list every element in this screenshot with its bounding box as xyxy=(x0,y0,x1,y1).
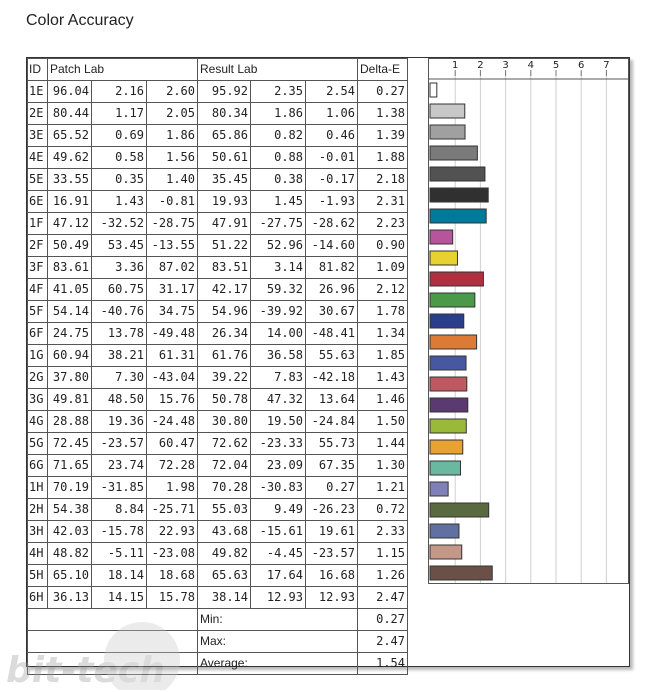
result-lab-value: 2.35 xyxy=(251,81,306,103)
result-lab-value: -24.84 xyxy=(306,411,358,433)
delta-e-value: 1.09 xyxy=(358,257,408,279)
table-row xyxy=(28,279,408,301)
patch-id: 5G xyxy=(28,433,48,455)
delta-e-value: 0.90 xyxy=(358,235,408,257)
patch-lab-value: 60.75 xyxy=(92,279,147,301)
result-lab-value: 1.86 xyxy=(251,103,306,125)
result-lab-value: -26.23 xyxy=(306,499,358,521)
patch-id: 3F xyxy=(28,257,48,279)
table-row xyxy=(28,587,408,609)
table-row xyxy=(28,543,408,565)
chart-bar xyxy=(430,167,485,181)
patch-id: 4E xyxy=(28,147,48,169)
result-lab-value: 59.32 xyxy=(251,279,306,301)
delta-e-value: 1.85 xyxy=(358,345,408,367)
result-lab-value: 54.96 xyxy=(198,301,251,323)
watermark-logo-text: bit-tech xyxy=(6,650,165,690)
chart-tick-label: 1 xyxy=(452,60,459,71)
table-row xyxy=(28,169,408,191)
patch-id: 6E xyxy=(28,191,48,213)
result-lab-value: 7.83 xyxy=(251,367,306,389)
result-lab-value: 55.73 xyxy=(306,433,358,455)
summary-value: 1.54 xyxy=(358,653,408,675)
patch-lab-value: -43.04 xyxy=(147,367,198,389)
result-lab-value: 0.46 xyxy=(306,125,358,147)
patch-lab-value: 1.43 xyxy=(92,191,147,213)
result-lab-value: 38.14 xyxy=(198,587,251,609)
delta-e-value: 1.38 xyxy=(358,103,408,125)
chart-bar xyxy=(430,398,468,412)
patch-id: 2F xyxy=(28,235,48,257)
patch-lab-value: 41.05 xyxy=(48,279,92,301)
table-row xyxy=(28,433,408,455)
result-lab-value: 13.64 xyxy=(306,389,358,411)
patch-lab-value: 3.36 xyxy=(92,257,147,279)
patch-lab-value: 19.36 xyxy=(92,411,147,433)
result-lab-value: -4.45 xyxy=(251,543,306,565)
table-row xyxy=(28,455,408,477)
table-row xyxy=(28,147,408,169)
patch-lab-value: -49.48 xyxy=(147,323,198,345)
patch-id: 6G xyxy=(28,455,48,477)
table-row xyxy=(28,301,408,323)
result-lab-value: -0.17 xyxy=(306,169,358,191)
table-row xyxy=(28,521,408,543)
page-title: Color Accuracy xyxy=(26,12,134,29)
result-lab-value: 95.92 xyxy=(198,81,251,103)
chart-tick-label: 2 xyxy=(477,60,484,71)
patch-lab-value: 2.05 xyxy=(147,103,198,125)
result-lab-value: 43.68 xyxy=(198,521,251,543)
result-lab-value: 50.78 xyxy=(198,389,251,411)
chart-bar xyxy=(430,419,466,433)
result-lab-value: -23.57 xyxy=(306,543,358,565)
patch-lab-value: 15.78 xyxy=(147,587,198,609)
patch-lab-value: 18.14 xyxy=(92,565,147,587)
chart-bar xyxy=(430,188,488,202)
chart-bar xyxy=(430,314,464,328)
result-lab-value: -48.41 xyxy=(306,323,358,345)
result-lab-value: 67.35 xyxy=(306,455,358,477)
chart-bar xyxy=(430,377,467,391)
result-lab-value: 19.93 xyxy=(198,191,251,213)
result-lab-value: 0.88 xyxy=(251,147,306,169)
patch-id: 4G xyxy=(28,411,48,433)
delta-e-value: 2.33 xyxy=(358,521,408,543)
result-lab-value: 55.03 xyxy=(198,499,251,521)
chart-bar xyxy=(430,83,437,97)
chart-bar xyxy=(430,293,475,307)
patch-lab-value: -25.71 xyxy=(147,499,198,521)
chart-bar xyxy=(430,356,466,370)
patch-lab-value: 0.58 xyxy=(92,147,147,169)
patch-lab-value: 7.30 xyxy=(92,367,147,389)
patch-lab-value: 47.12 xyxy=(48,213,92,235)
result-lab-value: 30.67 xyxy=(306,301,358,323)
result-lab-value: 19.50 xyxy=(251,411,306,433)
result-lab-value: 1.45 xyxy=(251,191,306,213)
delta-e-value: 0.27 xyxy=(358,81,408,103)
patch-id: 3H xyxy=(28,521,48,543)
result-lab-value: 70.28 xyxy=(198,477,251,499)
patch-lab-value: 1.86 xyxy=(147,125,198,147)
patch-lab-value: -13.55 xyxy=(147,235,198,257)
patch-lab-value: 50.49 xyxy=(48,235,92,257)
result-lab-value: 36.58 xyxy=(251,345,306,367)
result-lab-value: 51.22 xyxy=(198,235,251,257)
patch-lab-value: 72.45 xyxy=(48,433,92,455)
result-lab-value: 65.86 xyxy=(198,125,251,147)
result-lab-value: -1.93 xyxy=(306,191,358,213)
table-row xyxy=(28,477,408,499)
chart-bar xyxy=(430,566,492,580)
patch-lab-value: 54.14 xyxy=(48,301,92,323)
result-lab-value: 14.00 xyxy=(251,323,306,345)
table-row xyxy=(28,323,408,345)
chart-bar xyxy=(430,125,465,139)
delta-e-value: 2.31 xyxy=(358,191,408,213)
delta-e-value: 2.47 xyxy=(358,587,408,609)
patch-lab-value: 96.04 xyxy=(48,81,92,103)
result-lab-value: 12.93 xyxy=(251,587,306,609)
table-row xyxy=(28,565,408,587)
patch-lab-value: 22.93 xyxy=(147,521,198,543)
result-lab-value: -28.62 xyxy=(306,213,358,235)
table-row xyxy=(28,389,408,411)
patch-lab-value: -23.57 xyxy=(92,433,147,455)
result-lab-value: 2.54 xyxy=(306,81,358,103)
chart-bar xyxy=(430,335,477,349)
result-lab-value: 47.91 xyxy=(198,213,251,235)
patch-lab-value: 28.88 xyxy=(48,411,92,433)
result-lab-value: 30.80 xyxy=(198,411,251,433)
patch-lab-value: 33.55 xyxy=(48,169,92,191)
delta-e-value: 1.30 xyxy=(358,455,408,477)
summary-label: Max: xyxy=(198,631,358,653)
patch-lab-value: 15.76 xyxy=(147,389,198,411)
patch-lab-value: 24.75 xyxy=(48,323,92,345)
chart-bar xyxy=(430,146,477,160)
result-lab-value: 39.22 xyxy=(198,367,251,389)
result-lab-value: 19.61 xyxy=(306,521,358,543)
patch-lab-value: 38.21 xyxy=(92,345,147,367)
patch-lab-value: 34.75 xyxy=(147,301,198,323)
patch-lab-value: 65.52 xyxy=(48,125,92,147)
chart-bar xyxy=(430,104,465,118)
chart-tick-label: 5 xyxy=(552,60,560,71)
delta-e-value: 1.88 xyxy=(358,147,408,169)
patch-id: 3E xyxy=(28,125,48,147)
patch-lab-value: 18.68 xyxy=(147,565,198,587)
patch-lab-value: 1.17 xyxy=(92,103,147,125)
table-header-row xyxy=(28,59,408,81)
patch-lab-value: 48.50 xyxy=(92,389,147,411)
result-lab-value: 65.63 xyxy=(198,565,251,587)
patch-lab-value: 13.78 xyxy=(92,323,147,345)
patch-id: 2G xyxy=(28,367,48,389)
result-lab-value: 55.63 xyxy=(306,345,358,367)
summary-label: Average: xyxy=(198,653,358,675)
patch-lab-value: -5.11 xyxy=(92,543,147,565)
summary-value: 0.27 xyxy=(358,609,408,631)
patch-lab-value: 14.15 xyxy=(92,587,147,609)
delta-e-value: 1.78 xyxy=(358,301,408,323)
chart-bar xyxy=(430,272,483,286)
patch-lab-value: 71.65 xyxy=(48,455,92,477)
result-lab-value: -14.60 xyxy=(306,235,358,257)
patch-lab-value: -32.52 xyxy=(92,213,147,235)
chart-bar xyxy=(430,251,457,265)
table-row xyxy=(28,81,408,103)
result-lab-value: 0.82 xyxy=(251,125,306,147)
patch-id: 2E xyxy=(28,103,48,125)
patch-lab-value: 0.35 xyxy=(92,169,147,191)
patch-lab-value: -23.08 xyxy=(147,543,198,565)
result-lab-value: 0.27 xyxy=(306,477,358,499)
result-lab-value: 52.96 xyxy=(251,235,306,257)
result-lab-value: 81.82 xyxy=(306,257,358,279)
table-row xyxy=(28,411,408,433)
chart-tick-label: 3 xyxy=(502,60,509,71)
summary-value: 2.47 xyxy=(358,631,408,653)
result-lab-value: 23.09 xyxy=(251,455,306,477)
result-lab-value: -42.18 xyxy=(306,367,358,389)
bit-tech-watermark xyxy=(6,620,216,690)
result-lab-value: 17.64 xyxy=(251,565,306,587)
patch-lab-value: -40.76 xyxy=(92,301,147,323)
patch-lab-value: 16.91 xyxy=(48,191,92,213)
patch-id: 5E xyxy=(28,169,48,191)
patch-lab-value: 36.13 xyxy=(48,587,92,609)
table-row xyxy=(28,125,408,147)
patch-lab-value: 23.74 xyxy=(92,455,147,477)
result-lab-value: -15.61 xyxy=(251,521,306,543)
patch-lab-value: 48.82 xyxy=(48,543,92,565)
patch-lab-value: 37.80 xyxy=(48,367,92,389)
patch-lab-value: 0.69 xyxy=(92,125,147,147)
delta-e-value: 1.21 xyxy=(358,477,408,499)
result-lab-value: 42.17 xyxy=(198,279,251,301)
delta-e-value: 1.50 xyxy=(358,411,408,433)
patch-lab-value: 87.02 xyxy=(147,257,198,279)
result-lab-value: 3.14 xyxy=(251,257,306,279)
delta-e-value: 0.72 xyxy=(358,499,408,521)
patch-lab-value: 72.28 xyxy=(147,455,198,477)
delta-e-value: 2.18 xyxy=(358,169,408,191)
patch-lab-value: 2.16 xyxy=(92,81,147,103)
table-row xyxy=(28,103,408,125)
patch-lab-value: 70.19 xyxy=(48,477,92,499)
delta-e-value: 1.34 xyxy=(358,323,408,345)
result-lab-value: 26.96 xyxy=(306,279,358,301)
patch-lab-value: 80.44 xyxy=(48,103,92,125)
patch-id: 2H xyxy=(28,499,48,521)
patch-lab-value: 8.84 xyxy=(92,499,147,521)
chart-tick-label: 6 xyxy=(578,60,585,71)
result-lab-value: 35.45 xyxy=(198,169,251,191)
chart-bar xyxy=(430,482,448,496)
patch-id: 3G xyxy=(28,389,48,411)
result-lab-value: 72.62 xyxy=(198,433,251,455)
patch-id: 1G xyxy=(28,345,48,367)
patch-lab-value: 1.56 xyxy=(147,147,198,169)
table-row xyxy=(28,499,408,521)
color-accuracy-table xyxy=(27,58,408,675)
result-lab-value: 0.38 xyxy=(251,169,306,191)
patch-id: 5F xyxy=(28,301,48,323)
header-delta-e: Delta-E xyxy=(358,59,408,81)
patch-lab-value: 2.60 xyxy=(147,81,198,103)
chart-bar xyxy=(430,524,459,538)
patch-lab-value: -0.81 xyxy=(147,191,198,213)
patch-lab-value: 83.61 xyxy=(48,257,92,279)
result-lab-value: 72.04 xyxy=(198,455,251,477)
chart-tick-label: 7 xyxy=(603,60,610,71)
header-id: ID xyxy=(28,59,48,81)
patch-id: 4H xyxy=(28,543,48,565)
chart-bar xyxy=(430,440,463,454)
delta-e-chart xyxy=(428,58,629,666)
chart-bar xyxy=(430,209,486,223)
result-lab-value: 49.82 xyxy=(198,543,251,565)
result-lab-value: -39.92 xyxy=(251,301,306,323)
result-lab-value: 50.61 xyxy=(198,147,251,169)
result-lab-value: 16.68 xyxy=(306,565,358,587)
delta-e-value: 1.39 xyxy=(358,125,408,147)
table-row xyxy=(28,235,408,257)
summary-label: Min: xyxy=(198,609,358,631)
result-lab-value: 1.06 xyxy=(306,103,358,125)
table-row xyxy=(28,191,408,213)
table-row xyxy=(28,213,408,235)
result-lab-value: 80.34 xyxy=(198,103,251,125)
delta-e-value: 1.15 xyxy=(358,543,408,565)
result-lab-value: 12.93 xyxy=(306,587,358,609)
delta-e-value: 1.46 xyxy=(358,389,408,411)
table-row xyxy=(28,257,408,279)
patch-lab-value: 1.98 xyxy=(147,477,198,499)
chart-bar xyxy=(430,545,462,559)
result-lab-value: 61.76 xyxy=(198,345,251,367)
result-lab-value: 9.49 xyxy=(251,499,306,521)
patch-lab-value: 54.38 xyxy=(48,499,92,521)
result-lab-value: 83.51 xyxy=(198,257,251,279)
chart-bar xyxy=(430,461,460,475)
chart-tick-label: 4 xyxy=(527,60,534,71)
delta-e-value: 1.44 xyxy=(358,433,408,455)
chart-bar xyxy=(430,230,453,244)
patch-lab-value: -15.78 xyxy=(92,521,147,543)
result-lab-value: -23.33 xyxy=(251,433,306,455)
result-lab-value: -0.01 xyxy=(306,147,358,169)
patch-id: 4F xyxy=(28,279,48,301)
patch-lab-value: 53.45 xyxy=(92,235,147,257)
patch-lab-value: -31.85 xyxy=(92,477,147,499)
result-lab-value: 47.32 xyxy=(251,389,306,411)
table-row xyxy=(28,345,408,367)
chart-bar xyxy=(430,503,489,517)
result-lab-value: 26.34 xyxy=(198,323,251,345)
header-result-lab: Result Lab xyxy=(198,59,358,81)
patch-id: 6H xyxy=(28,587,48,609)
patch-lab-value: 42.03 xyxy=(48,521,92,543)
patch-lab-value: 65.10 xyxy=(48,565,92,587)
patch-id: 5H xyxy=(28,565,48,587)
patch-lab-value: 1.40 xyxy=(147,169,198,191)
patch-lab-value: 31.17 xyxy=(147,279,198,301)
delta-e-value: 1.26 xyxy=(358,565,408,587)
patch-lab-value: 60.94 xyxy=(48,345,92,367)
patch-lab-value: 49.62 xyxy=(48,147,92,169)
delta-e-value: 1.43 xyxy=(358,367,408,389)
patch-id: 1E xyxy=(28,81,48,103)
delta-e-value: 2.23 xyxy=(358,213,408,235)
patch-lab-value: -24.48 xyxy=(147,411,198,433)
patch-lab-value: 60.47 xyxy=(147,433,198,455)
table-row xyxy=(28,367,408,389)
patch-lab-value: 61.31 xyxy=(147,345,198,367)
patch-id: 1F xyxy=(28,213,48,235)
patch-id: 6F xyxy=(28,323,48,345)
result-lab-value: -30.83 xyxy=(251,477,306,499)
patch-lab-value: -28.75 xyxy=(147,213,198,235)
header-patch-lab: Patch Lab xyxy=(48,59,198,81)
patch-id: 1H xyxy=(28,477,48,499)
delta-e-value: 2.12 xyxy=(358,279,408,301)
patch-lab-value: 49.81 xyxy=(48,389,92,411)
color-accuracy-frame xyxy=(26,57,630,670)
result-lab-value: -27.75 xyxy=(251,213,306,235)
